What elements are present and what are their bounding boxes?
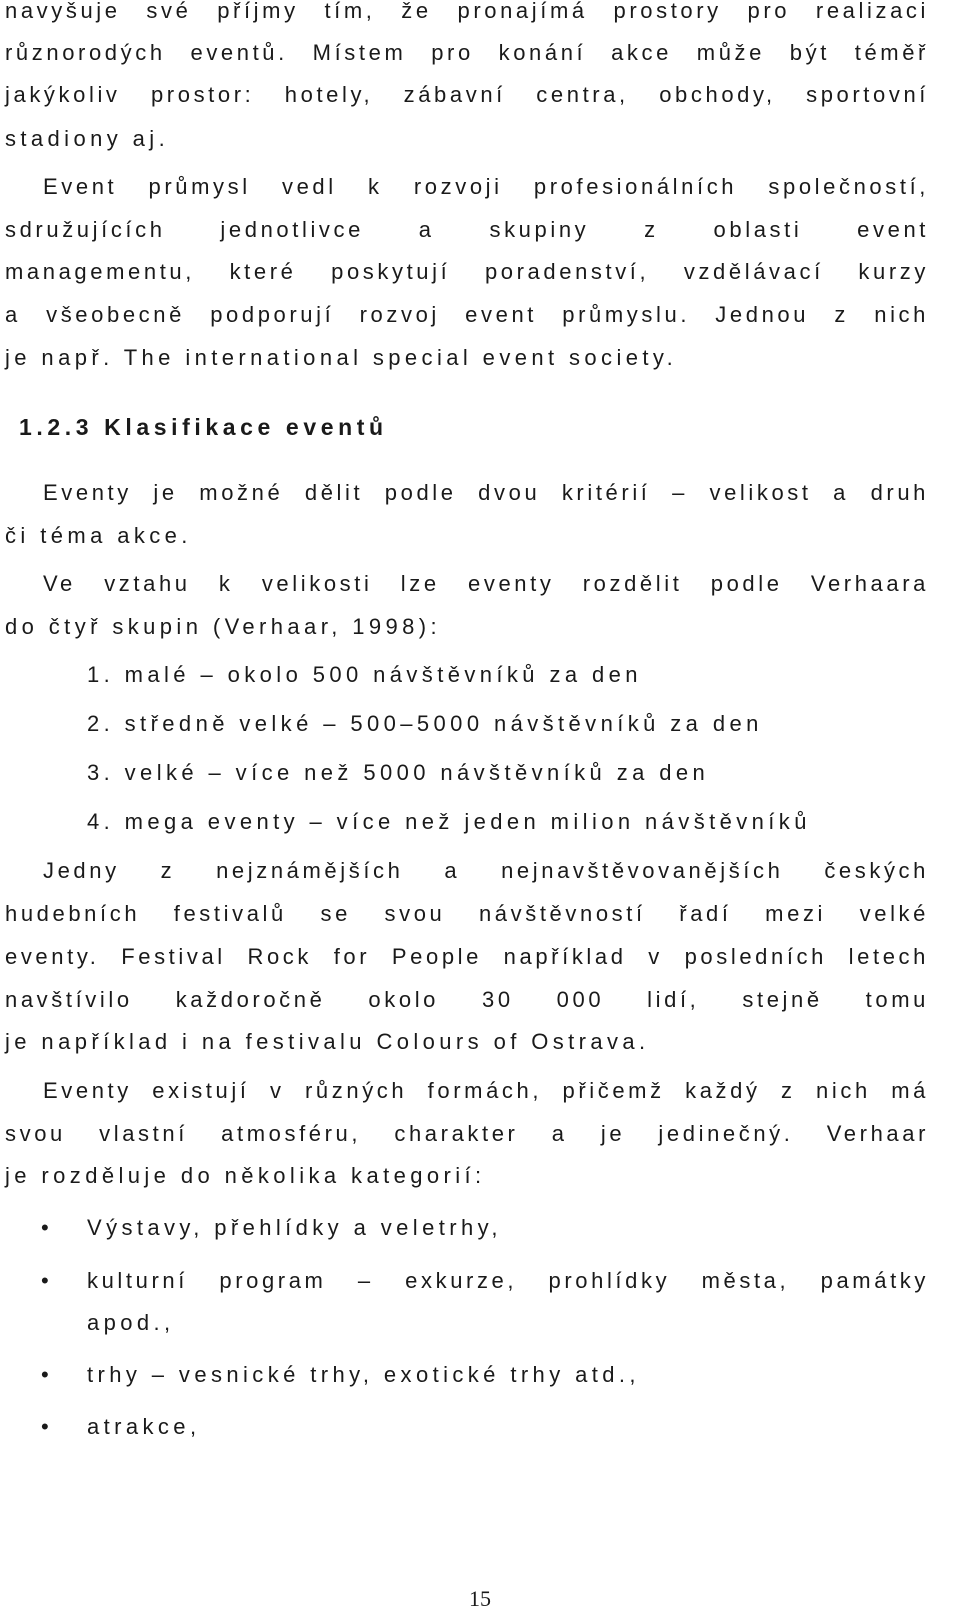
- paragraph-line: jakýkoliv prostor: hotely, zábavní centra, obchody, sportovní: [5, 82, 929, 107]
- bullet-marker: •: [41, 1362, 49, 1387]
- page-number: 15: [469, 1586, 491, 1611]
- paragraph-line: managementu, které poskytují poradenství, vzdělávací kurzy: [5, 259, 929, 284]
- paragraph-line: Eventy je možné dělit podle dvou kritérií – velikost a druh: [43, 480, 929, 505]
- bullet-item: kulturní program – exkurze, prohlídky města, památky: [87, 1268, 929, 1293]
- paragraph-line: různorodých eventů. Místem pro konání akce může být téměř: [5, 40, 929, 65]
- paragraph-line: či téma akce.: [5, 523, 192, 548]
- bullet-marker: •: [41, 1268, 49, 1293]
- bullet-marker: •: [41, 1414, 49, 1439]
- numbered-item: 3. velké – více než 5000 návštěvníků za den: [87, 760, 710, 785]
- numbered-item: 4. mega eventy – více než jeden milion návštěvníků: [87, 809, 811, 834]
- bullet-item-continuation: apod.,: [87, 1310, 175, 1335]
- paragraph-line: hudebních festivalů se svou návštěvností řadí mezi velké: [5, 901, 929, 926]
- paragraph-line: je např. The international special event society.: [5, 345, 678, 370]
- bullet-item: atrakce,: [87, 1414, 201, 1439]
- paragraph-line: navštívilo každoročně okolo 30 000 lidí, stejně tomu: [5, 987, 929, 1012]
- paragraph-line: je například i na festivalu Colours of Ostrava.: [5, 1029, 650, 1054]
- paragraph-line: je rozděluje do několika kategorií:: [5, 1163, 486, 1188]
- bullet-item: trhy – vesnické trhy, exotické trhy atd.,: [87, 1362, 640, 1387]
- paragraph-line: sdružujících jednotlivce a skupiny z oblasti event: [5, 217, 929, 242]
- paragraph-line: Event průmysl vedl k rozvoji profesionálních společností,: [43, 174, 929, 199]
- numbered-item: 2. středně velké – 500–5000 návštěvníků za den: [87, 711, 763, 736]
- paragraph-line: navyšuje své příjmy tím, že pronajímá prostory pro realizaci: [5, 0, 929, 23]
- paragraph-line: a všeobecně podporují rozvoj event průmyslu. Jednou z nich: [5, 302, 929, 327]
- paragraph-line: do čtyř skupin (Verhaar, 1998):: [5, 614, 442, 639]
- paragraph-line: Ve vztahu k velikosti lze eventy rozdělit podle Verhaara: [43, 571, 929, 596]
- paragraph-line: eventy. Festival Rock for People například v posledních letech: [5, 944, 929, 969]
- numbered-item: 1. malé – okolo 500 návštěvníků za den: [87, 662, 642, 687]
- bullet-item: Výstavy, přehlídky a veletrhy,: [87, 1215, 502, 1240]
- section-heading: 1.2.3 Klasifikace eventů: [19, 414, 388, 440]
- paragraph-line: Jedny z nejznámějších a nejnavštěvovanějších českých: [43, 858, 929, 883]
- paragraph-line: svou vlastní atmosféru, charakter a je jedinečný. Verhaar: [5, 1121, 929, 1146]
- paragraph-line: Eventy existují v různých formách, přičemž každý z nich má: [43, 1078, 929, 1103]
- bullet-marker: •: [41, 1215, 49, 1240]
- paragraph-line: stadiony aj.: [5, 126, 170, 151]
